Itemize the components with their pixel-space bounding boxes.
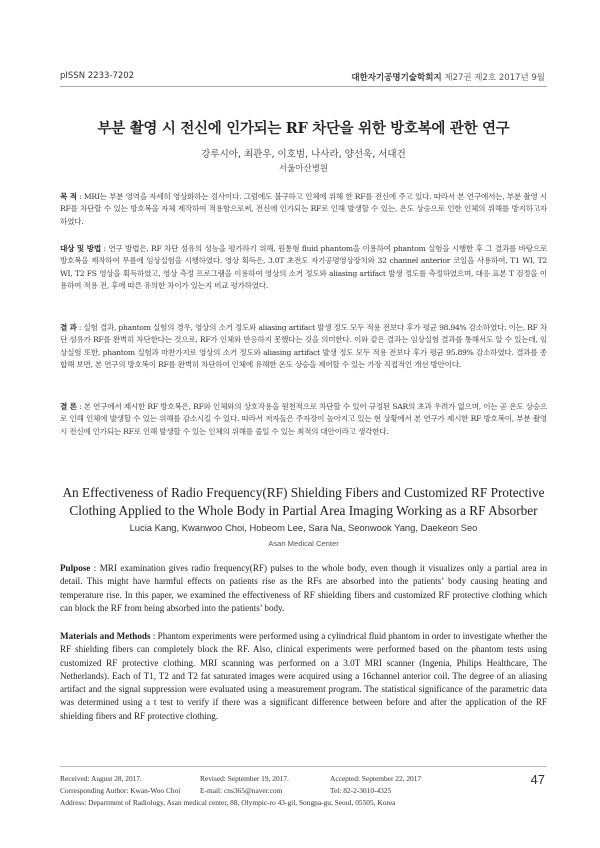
english-title: An Effectiveness of Radio Frequency(RF) Shielding Fibers and Customized RF Protective Clothing Applied to the Whole Body in Partial Area Imaging Working as a RF Absorber — [62, 485, 545, 518]
korean-results-text: : 실험 결과, phantom 실험의 경우, 영상의 소거 정도와 aliasing artifact 발생 정도 모두 적용 전보다 후가 평균 98.94% 감소하였다. 이는, RF 차단 섬유가 RF를 완벽히 차단한다는 것으로, RF가 인체와 반응하지 못했다는 것을 의미한다. 이와 같은 결과는 임상실험 결과를 통해서도 알 수 있는데, 임상실험 또한, phantom 실험과 마찬가지로 영상의 소거 정도와 aliasing artifact 발생 정도 모두 적용 전보다 후가 평균 95.89% 감소하였다. 결과를 종합해 보면, 본 연구의 방호복이 RF를 완벽히 차단하여 인체에 유해한 온도 상승을 제어할 수 있는 가장 직접적인 개선 방안이다. — [60, 323, 547, 369]
footer-dates — [60, 774, 421, 783]
issn: pISSN 2233-7202 — [60, 71, 135, 81]
korean-purpose-text: : MRI는 부분 영역을 자세히 영상화하는 검사이다. 그럼에도 불구하고 인체에 위해 한 RF를 전신에 주고 있다. 따라서 본 연구에서는, 부분 촬영 시 RF를 차단할 수 있는 방호복을 자체 제작하여 적용함으로써, 전신에 인가되는 RF로 인해 발생할 수 있는, 온도 상승으로 인한 인체의 위해를 방지하고자 하였다. — [60, 192, 547, 226]
english-methods — [60, 630, 547, 723]
corresponding-author: Corresponding Author: Kwan-Woo Choi — [60, 786, 181, 795]
page-number: 47 — [530, 772, 545, 787]
english-purpose — [60, 562, 547, 615]
accepted-date: Accepted: September 22, 2017 — [330, 774, 422, 783]
english-affiliation: Asan Medical Center — [268, 539, 339, 548]
korean-authors: 강루시아, 최관우, 이호범, 나사라, 양선욱, 서대건 — [201, 149, 406, 160]
author-tel: Tel: 82-2-3010-4325 — [330, 786, 392, 795]
footer-contact — [60, 786, 391, 795]
journal-name: 대한자기공명기술학회지 — [351, 73, 442, 83]
korean-methods-text: : 연구 방법은, RF 차단 섬유의 성능을 평가하기 위해, 원통형 fluid phantom을 이용하여 phantom 실험을 시행한 후 그 결과를 바탕으로 방호복을 제작하여 무릎에 임상실험을 시행하였다. 영상 획득은, 3.0T 초전도 자기공명영상장치와 32 channel anterior 코일을 사용하여, T1 WI, T2 WI, T2 FS 영상을 획득하였고, 영상 측정 프로그램을 이용하여 영상의 소거 정도와 aliasing artifact 발생 정도를 측정하였으며, 대응 표본 T 검정을 이용하여 적용 전, 후에 따른 유의한 차이가 있는지 비교 평가하였다. — [60, 244, 548, 290]
korean-purpose-label: 목 적 — [60, 192, 77, 201]
korean-title: 부분 촬영 시 전신에 인가되는 RF 차단을 위한 방호복에 관한 연구 — [97, 120, 510, 137]
english-purpose-label: Pulpose — [60, 563, 91, 573]
korean-conclusion-label: 결 론 — [60, 402, 77, 411]
english-authors: Lucia Kang, Kwanwoo Choi, Hobeom Lee, Sara Na, Seonwook Yang, Daekeon Seo — [129, 522, 478, 533]
english-purpose-text: : MRI examination gives radio frequency(RF) pulses to the whole body, even though it visualizes only a partial area in detail. This might have harmful effects on patients rise as the RFs are absorbed into the patients’ body causing heating and temperature rise. In this paper, we examined the effectiveness of RF shielding fibers and customized RF protective clothing which can block the RF from being absorbed into the patients’ body. — [60, 563, 547, 613]
journal-volume: 제27권 제2호 2017년 9월 — [441, 73, 545, 83]
footer-address: Address: Department of Radiology, Asan medical center, 88, Olympic-ro 43-gil, Songpa-gu, Seoul, 05505, Korea — [60, 798, 396, 807]
korean-conclusion-text: : 본 연구에서 제시한 RF 방호복은, RF와 인체와의 상호작용을 원천적으로 차단할 수 있어 규정된 SAR의 초과 우려가 없으며, 이는 곧 온도 상승으로 인해 인체에 발생할 수 있는 위해를 감소시킬 수 있다. 따라서 저자들은 주자장이 높아지고 있는 현 상황에서 본 연구가 제시한 RF 방호복이, 부분 촬영 시 전신에 인가되는 RF로 인해 발생할 수 있는 인체의 위해를 줄일 수 있는 최적의 대안이라고 생각한다. — [60, 402, 547, 436]
received-date: Received: August 28, 2017. — [60, 774, 142, 783]
english-methods-label: Materials and Methods — [60, 631, 151, 641]
korean-results-label: 결 과 — [60, 323, 77, 332]
korean-methods — [60, 243, 547, 292]
korean-purpose — [60, 191, 547, 228]
korean-affiliation: 서울아산병원 — [278, 164, 329, 174]
korean-conclusion — [60, 401, 547, 438]
english-methods-text: : Phantom experiments were performed using a cylindrical fluid phantom in order to investigate whether the RF shielding fibers can completely block the RF. Also, clinical experiments were performed based on the phantom tests using customized RF protective clothing. MRI scanning was performed on a 3.0T MRI scanner (Ingenia, Philips Healthcare, The Netherlands). Each of T1, T2 and T2 fat saturated images were acquired using a 16channel anterior coil. The degree of an aliasing artifact and the signal suppression were evaluated using a measurement program. The statistical significance of the parametric data was determined using a t test to verify if there was a significant difference between before and after the application of the RF shielding fibers and RF protective clothing. — [60, 631, 547, 721]
journal-header — [351, 71, 545, 83]
footer-divider — [60, 766, 547, 767]
korean-methods-label: 대상 및 방법 — [60, 244, 101, 253]
korean-results — [60, 322, 547, 371]
author-email: E-mail: cns365@naver.com — [200, 786, 283, 795]
header-divider — [60, 86, 547, 87]
revised-date: Revised: September 19, 2017. — [200, 774, 289, 783]
